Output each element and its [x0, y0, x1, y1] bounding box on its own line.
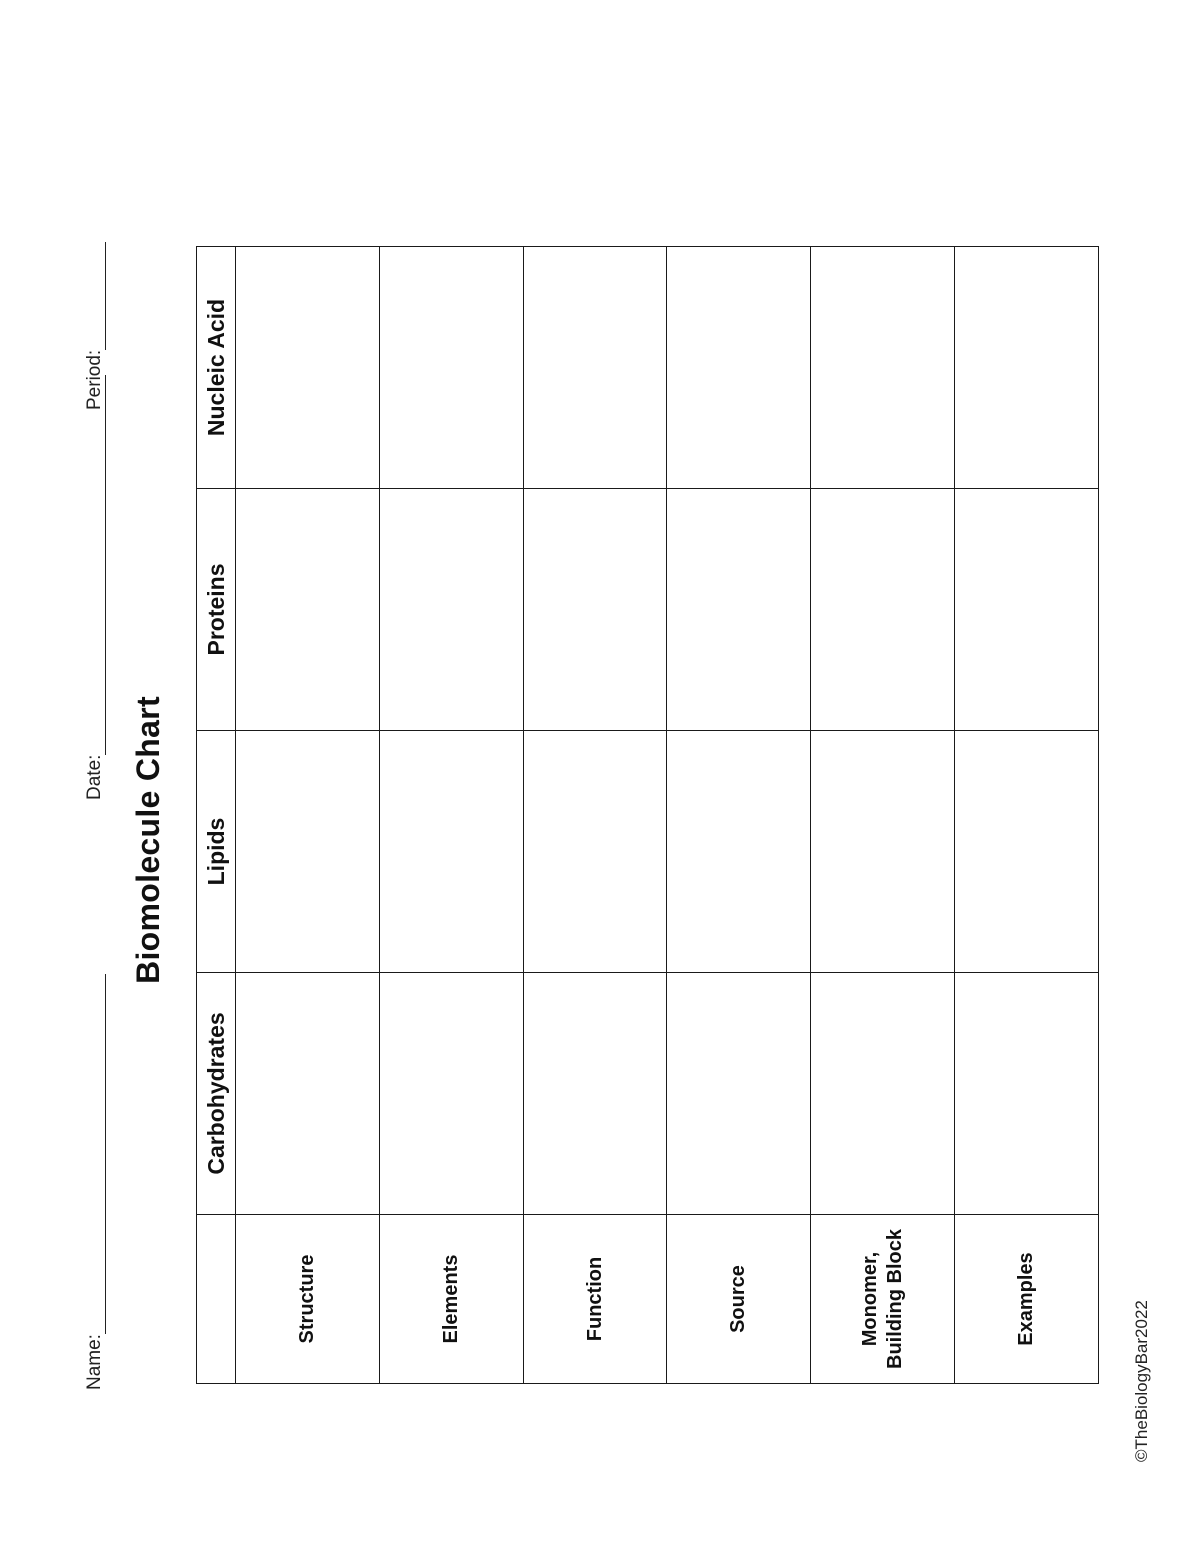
- row-label-source: Source: [667, 1215, 811, 1384]
- answer-cell-function-carbohydrates[interactable]: [523, 973, 667, 1215]
- column-header-proteins: Proteins: [197, 489, 236, 731]
- answer-cell-function-nucleic-acid[interactable]: [523, 247, 667, 489]
- table-row-elements: [379, 247, 523, 1384]
- answer-cell-monomer-proteins[interactable]: [811, 489, 955, 731]
- table-row-function: [523, 247, 667, 1384]
- table-row-source: [667, 247, 811, 1384]
- answer-cell-examples-proteins[interactable]: [955, 489, 1099, 731]
- answer-cell-examples-nucleic-acid[interactable]: [955, 247, 1099, 489]
- biomolecule-table: [196, 246, 1099, 1384]
- period-field[interactable]: [84, 242, 106, 410]
- answer-cell-structure-lipids[interactable]: [236, 731, 380, 973]
- row-label-elements: Elements: [379, 1215, 523, 1384]
- name-blank-line[interactable]: [87, 974, 106, 1334]
- answer-cell-elements-carbohydrates[interactable]: [379, 973, 523, 1215]
- column-header-lipids: Lipids: [197, 731, 236, 973]
- table-row-examples: [955, 247, 1099, 1384]
- answer-cell-structure-proteins[interactable]: [236, 489, 380, 731]
- page-title: Biomolecule Chart: [130, 696, 166, 984]
- period-label: Period:: [84, 349, 105, 410]
- date-blank-line[interactable]: [87, 375, 106, 755]
- column-header-nucleic-acid: Nucleic Acid: [197, 247, 236, 489]
- answer-cell-function-lipids[interactable]: [523, 731, 667, 973]
- answer-cell-examples-lipids[interactable]: [955, 731, 1099, 973]
- answer-cell-elements-lipids[interactable]: [379, 731, 523, 973]
- copyright-notice: ©TheBiologyBar2022: [1132, 1300, 1151, 1462]
- period-blank-line[interactable]: [87, 242, 106, 350]
- table-corner-cell: [197, 1215, 236, 1384]
- answer-cell-structure-nucleic-acid[interactable]: [236, 247, 380, 489]
- row-label-structure: Structure: [236, 1215, 380, 1384]
- answer-cell-monomer-lipids[interactable]: [811, 731, 955, 973]
- answer-cell-monomer-nucleic-acid[interactable]: [811, 247, 955, 489]
- name-label: Name:: [84, 1334, 105, 1390]
- answer-cell-source-lipids[interactable]: [667, 731, 811, 973]
- table-row-structure: [236, 247, 380, 1384]
- header-fields: [70, 210, 120, 1470]
- name-field[interactable]: [84, 974, 106, 1390]
- answer-cell-source-carbohydrates[interactable]: [667, 973, 811, 1215]
- answer-cell-source-proteins[interactable]: [667, 489, 811, 731]
- answer-cell-elements-proteins[interactable]: [379, 489, 523, 731]
- answer-cell-structure-carbohydrates[interactable]: [236, 973, 380, 1215]
- answer-cell-function-proteins[interactable]: [523, 489, 667, 731]
- answer-cell-elements-nucleic-acid[interactable]: [379, 247, 523, 489]
- table-row-monomer: [811, 247, 955, 1384]
- table-header-row: [197, 247, 236, 1384]
- row-label-examples: Examples: [955, 1215, 1099, 1384]
- answer-cell-monomer-carbohydrates[interactable]: [811, 973, 955, 1215]
- answer-cell-examples-carbohydrates[interactable]: [955, 973, 1099, 1215]
- row-label-function: Function: [523, 1215, 667, 1384]
- date-field[interactable]: [84, 375, 106, 800]
- column-header-carbohydrates: Carbohydrates: [197, 973, 236, 1215]
- worksheet: [60, 210, 1180, 1470]
- row-label-monomer: Monomer, Building Block: [811, 1215, 955, 1384]
- date-label: Date:: [84, 754, 105, 800]
- answer-cell-source-nucleic-acid[interactable]: [667, 247, 811, 489]
